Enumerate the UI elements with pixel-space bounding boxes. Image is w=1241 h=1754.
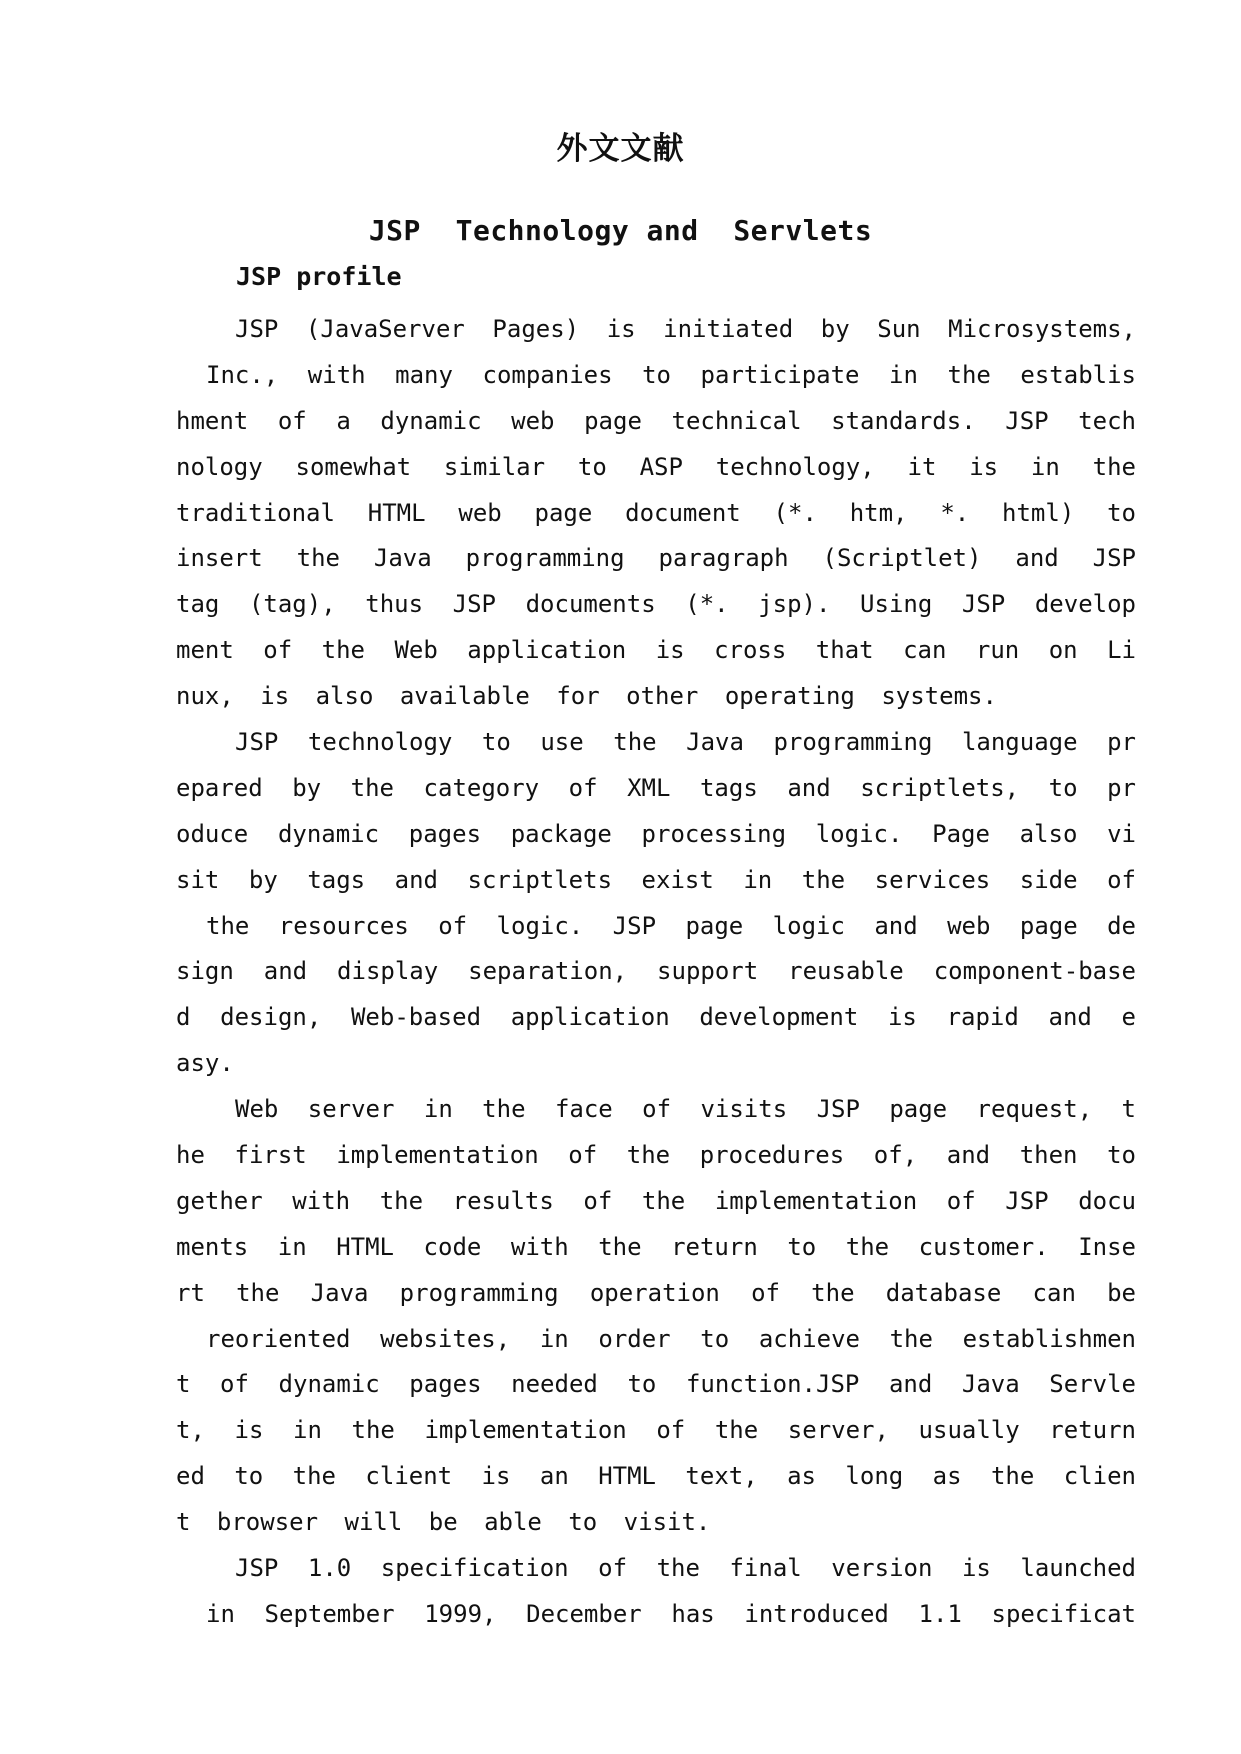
paragraph-line: sign and display separation, support reusable component-base [176, 957, 1136, 986]
paragraph-line: hment of a dynamic web page technical standards. JSP tech [176, 406, 1136, 435]
paragraph-line: epared by the category of XML tags and scriptlets, to pr [176, 773, 1136, 802]
paragraph-line: he first implementation of the procedures of, and then to [176, 1141, 1136, 1170]
body-text [176, 307, 1136, 1638]
paragraph-line: d design, Web-based application development is rapid and e [176, 1003, 1136, 1032]
paragraph-line: asy. [176, 1049, 234, 1078]
paragraph-line: JSP 1.0 specification of the final version is launched [235, 1554, 1136, 1583]
paragraph-line: nology somewhat similar to ASP technology, it is in the [176, 452, 1136, 481]
paragraph-line: sit by tags and scriptlets exist in the services side of [176, 865, 1136, 894]
paragraph-line: traditional HTML web page document (*. htm, *. html) to [176, 498, 1136, 527]
paragraph-line: insert the Java programming paragraph (Scriptlet) and JSP [176, 544, 1136, 573]
paragraph-line: Web server in the face of visits JSP page request, t [235, 1095, 1136, 1124]
paragraph-line: ments in HTML code with the return to the customer. Inse [176, 1232, 1136, 1261]
section-heading: JSP profile [236, 262, 402, 291]
paragraph-line: gether with the results of the implementation of JSP docu [176, 1186, 1136, 1215]
article-title: JSP Technology and Servlets [368, 214, 873, 247]
paragraph-line: rt the Java programming operation of the database can be [176, 1278, 1136, 1307]
paragraph-line: JSP (JavaServer Pages) is initiated by Sun Microsystems, [235, 315, 1136, 343]
paragraph-line: in September 1999, December has introduced 1.1 specificat [206, 1599, 1136, 1628]
paragraph-line: nux, is also available for other operating systems. [176, 682, 997, 711]
paragraph-line: t browser will be able to visit. [176, 1508, 711, 1537]
document-title: 外文文献 [556, 131, 685, 167]
paragraph-line: t, is in the implementation of the server, usually return [176, 1416, 1136, 1445]
paragraph-line: ment of the Web application is cross that can run on Li [176, 636, 1136, 665]
paragraph-line: the resources of logic. JSP page logic and web page de [206, 911, 1136, 940]
paragraph-line: ed to the client is an HTML text, as long as the clien [176, 1462, 1136, 1491]
paragraph-line: t of dynamic pages needed to function.JSP and Java Servle [176, 1370, 1136, 1399]
paragraph-line: reoriented websites, in order to achieve the establishmen [206, 1324, 1136, 1353]
paragraph-line: Inc., with many companies to participate in the establis [206, 360, 1136, 389]
paragraph-line: JSP technology to use the Java programming language pr [235, 728, 1136, 757]
paragraph-line: tag (tag), thus JSP documents (*. jsp). Using JSP develop [176, 590, 1136, 619]
paragraph-line: oduce dynamic pages package processing logic. Page also vi [176, 819, 1136, 848]
